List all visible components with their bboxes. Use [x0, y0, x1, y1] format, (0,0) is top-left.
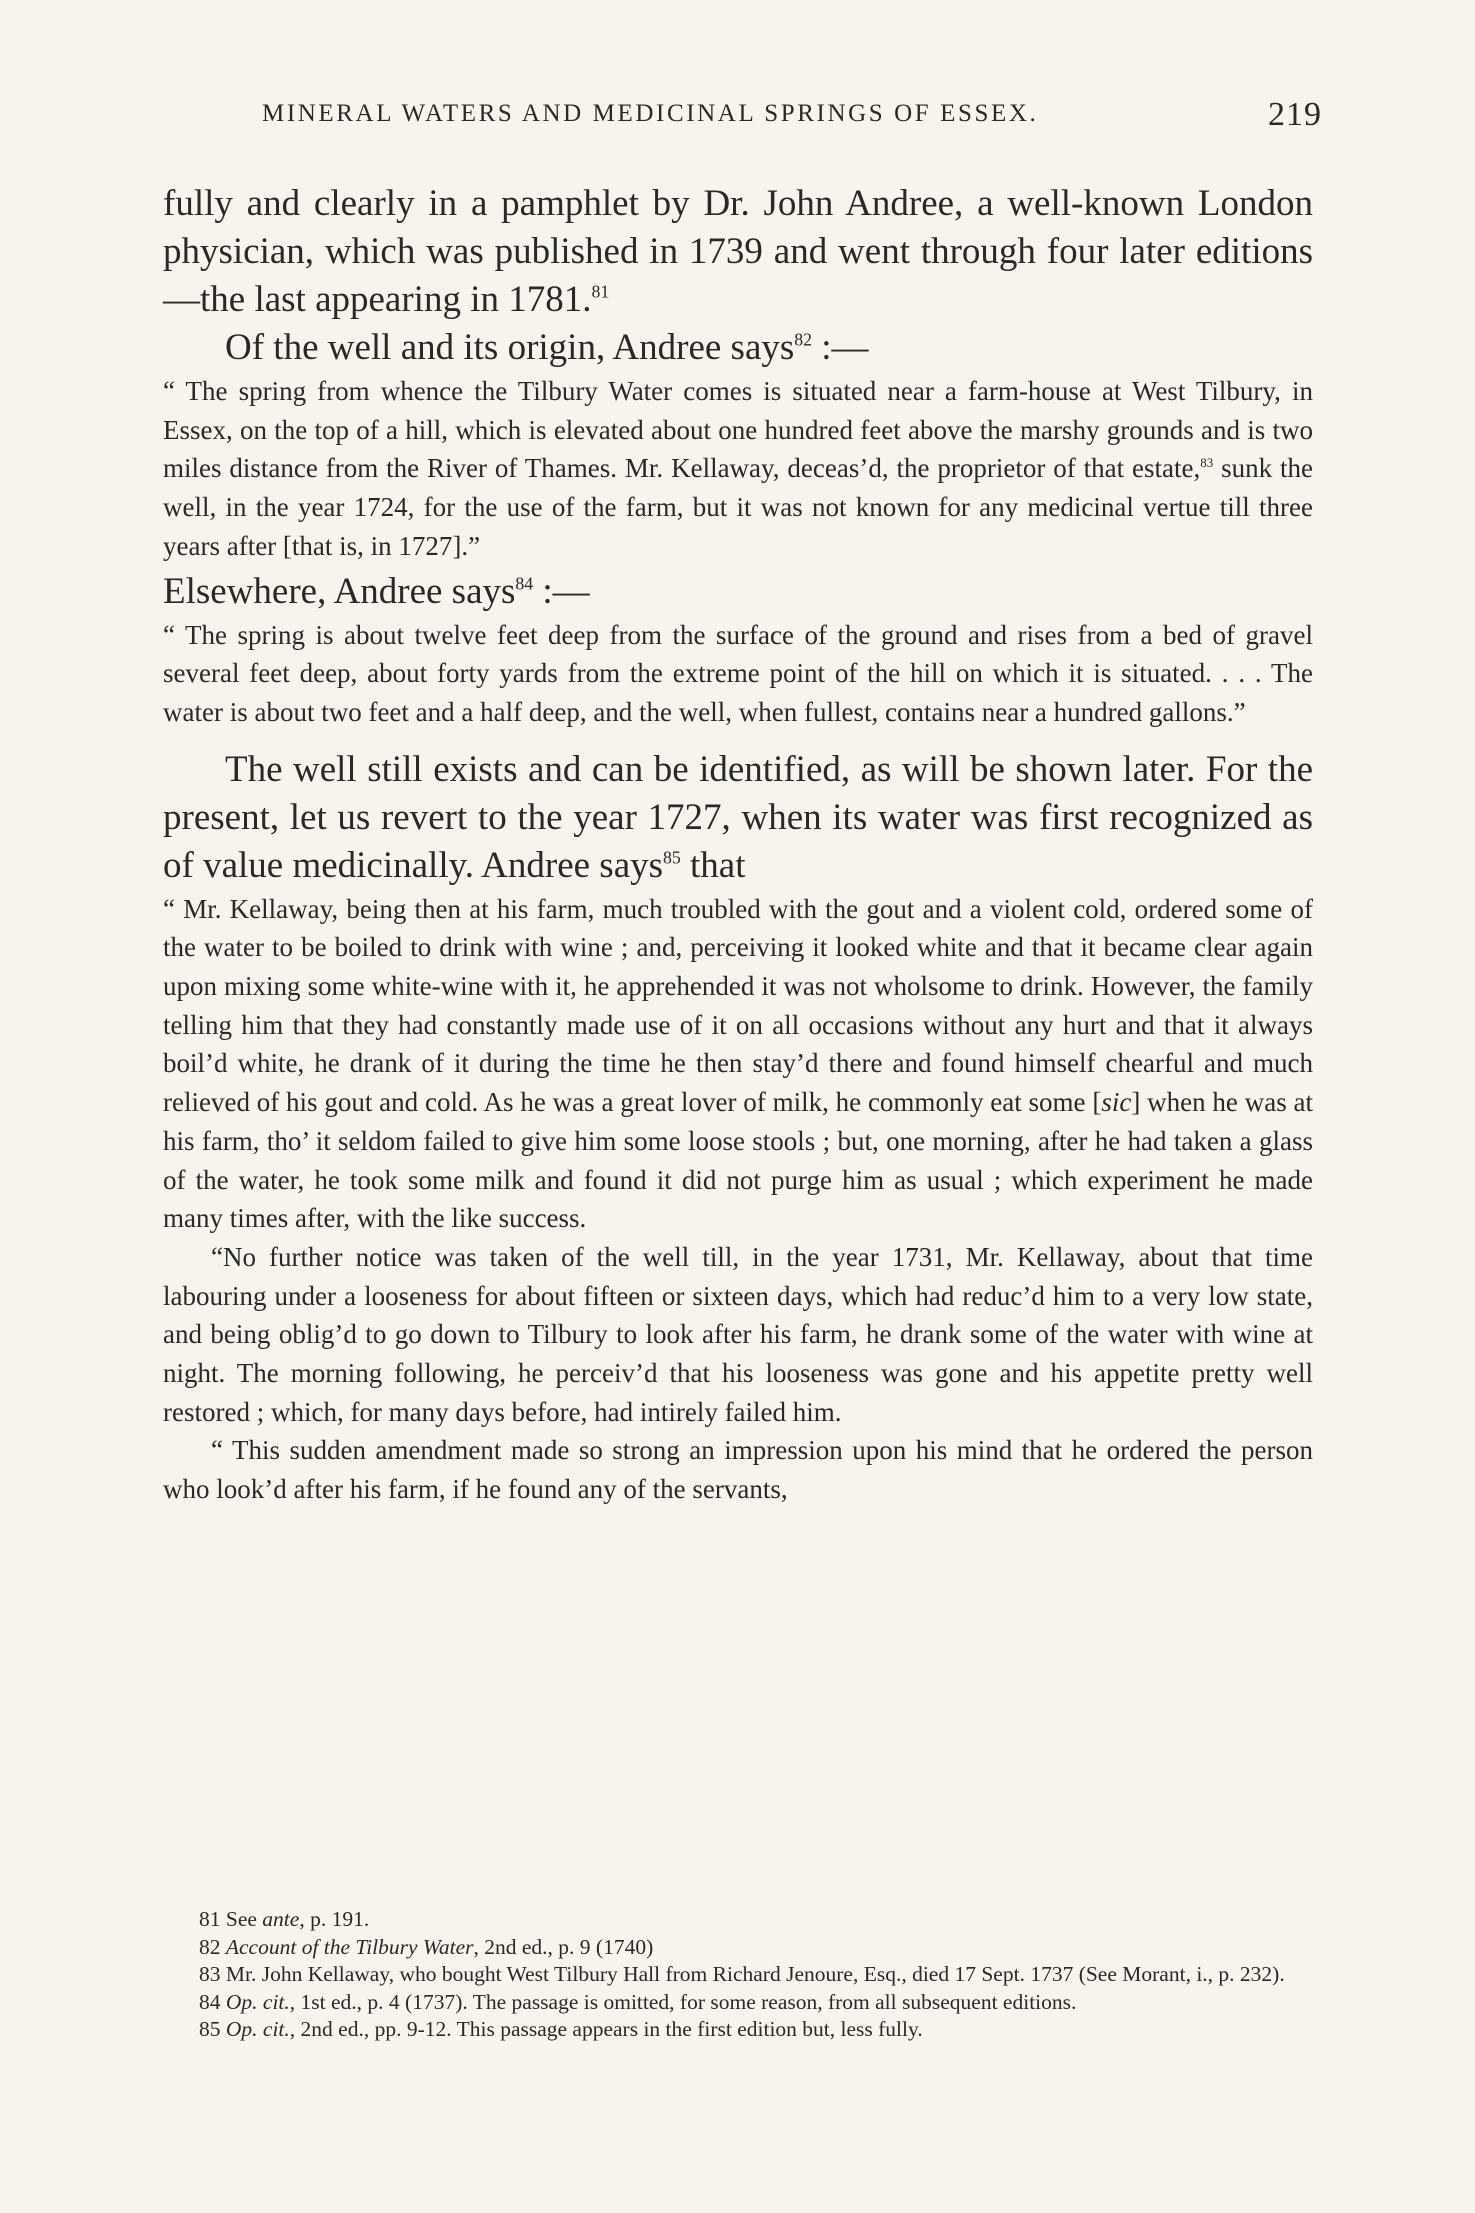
footnote: 84 Op. cit., 1st ed., p. 4 (1737). The passage is omitted, for some reason, from all subsequent editions. — [199, 1989, 1077, 2014]
paragraph: Elsewhere, Andree says$^{84}$ :— — [163, 570, 590, 612]
footnotes — [163, 1906, 1313, 2044]
paragraph: The well still exists and can be identified, as will be shown later. For the present, let us revert to the year 1727, when its water was first recognized as of value medicinally. Andree says$^{85}$ that — [163, 748, 1313, 886]
sic-mark: sic — [1101, 1087, 1132, 1118]
footnote-ref: 82 — [794, 329, 813, 350]
footnote-ref: 85 — [663, 847, 681, 868]
block-quote: “ Mr. Kellaway, being then at his farm, much troubled with the gout and a violent cold, ordered some of the water to be boiled to drink with wine ; and, perceiving it looked white and that it became clear again upon mixing some white-wine with it, he apprehended it was not wholsome to drink. However, the family telling him that they had constantly made use of it on all occasions without any hurt and that it always boil’d white, he drank of it during the time he then stay’d there and found himself chearful and much relieved of his gout and cold. As he was a great lover of milk, he commonly eat some [sic] when he was at his farm, tho’ it seldom failed to give him some loose stools ; but, one morning, after he had taken a glass of the water, he took some milk and found it did not purge him as usual ; which experiment he made many times after, with the like success. — [163, 893, 1313, 1234]
footnote: 81 See ante, p. 191. — [199, 1907, 370, 1931]
footnote: 82 Account of the Tilbury Water, 2nd ed., p. 9 (1740) — [199, 1934, 654, 1959]
block-quote: “ The spring from whence the Tilbury Water comes is situated near a farm-house at West Tilbury, in Essex, on the top of a hill, which is elevated about one hundred feet above the marshy grounds and is two miles distance from the River of Thames. Mr. Kellaway, deceas’d, the proprietor of that estate,$^{83}$ sunk the well, in the year 1724, for the use of the farm, but it was not known for any medicinal vertue till three years after [that is, in 1727].” — [163, 376, 1313, 561]
block-quote: “No further notice was taken of the well till, in the year 1731, Mr. Kellaway, about that time labouring under a looseness for about fifteen or sixteen days, which had reduc’d him to a very low state, and being oblig’d to go down to Tilbury to look after his farm, he drank some of the water with wine at night. The morning following, he perceiv’d that his looseness was gone and his appetite pretty well restored ; which, for many days before, had intirely failed him. — [163, 1241, 1313, 1427]
main-text — [163, 180, 1313, 1509]
running-title: MINERAL WATERS AND MEDICINAL SPRINGS OF ESSEX. — [262, 100, 1039, 127]
running-header — [262, 96, 1322, 133]
block-quote: “ This sudden amendment made so strong an impression upon his mind that he ordered the person who look’d after his farm, if he found any of the servants, — [163, 1435, 1313, 1505]
footnote: 85 Op. cit., 2nd ed., pp. 9-12. This passage appears in the first edition but, less fully. — [199, 2017, 923, 2041]
page-number: 219 — [1268, 96, 1322, 133]
footnote-ref: 81 — [591, 281, 610, 302]
block-quote: “ The spring is about twelve feet deep from the surface of the ground and rises from a bed of gravel several feet deep, about forty yards from the extreme point of the hill on which it is situated. . . . The water is about two feet and a half deep, and the well, when fullest, contains near a hundred gallons.” — [163, 619, 1313, 727]
paragraph: Of the well and its origin, Andree says$^{82}$ :— — [225, 327, 869, 368]
footnote: 83 Mr. John Kellaway, who bought West Tilbury Hall from Richard Jenoure, Esq., died 17 Sept. 1737 (See Morant, i., p. 232). — [199, 1962, 1285, 1986]
footnote-ref: 84 — [515, 573, 534, 594]
paragraph: fully and clearly in a pamphlet by Dr. John Andree, a well-known London physician, which was published in 1739 and went through four later editions—the last appearing in 1781.81 — [163, 183, 1313, 320]
footnote-ref: 83 — [1200, 455, 1214, 471]
